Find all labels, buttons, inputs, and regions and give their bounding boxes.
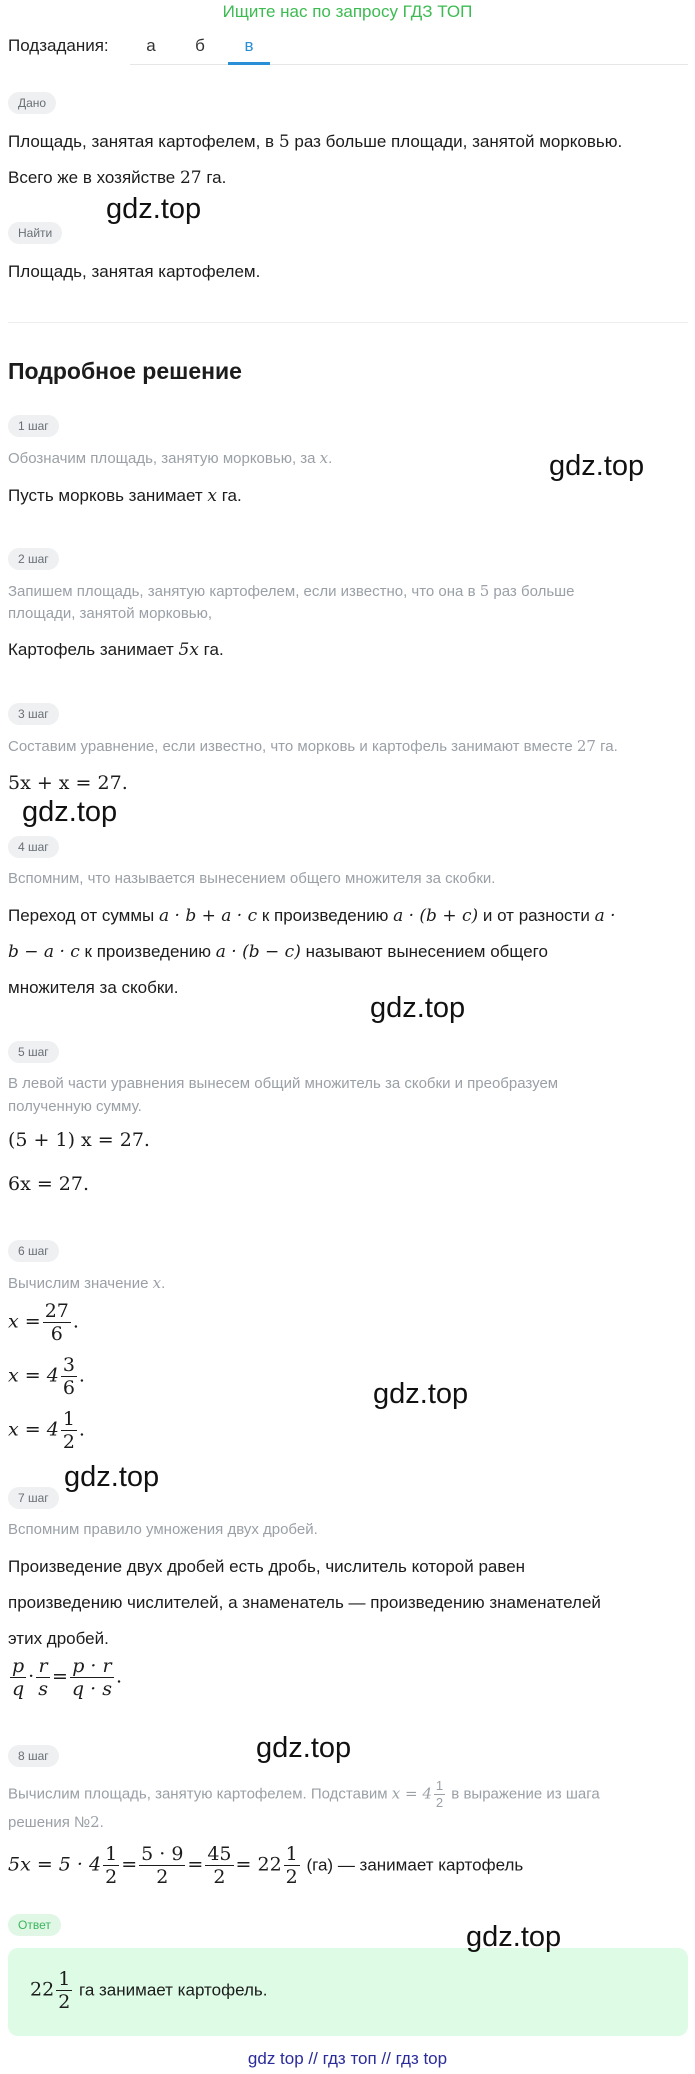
step-5-equation-1: (5 + 1) x = 27. [8,1129,150,1151]
step-5-hint-line-1: В левой части уравнения вынесем общий множитель за скобки и преобразуем [8,1075,559,1092]
step-6-equation-3: x = 4 $\frac{1}{2}$ . [8,1408,85,1453]
step-7-line-2: произведению числителей, а знаменатель — произведению знаменателей [8,1593,601,1612]
fraction: $\frac{5 \cdot 9}{2}$ [141,1843,184,1888]
footer-links[interactable]: gdz top // гдз топ // гдз top [247,2049,448,2068]
step-8-equation: 5x = 5 · 4 $\frac{1}{2}$ = $\frac{5 \cdot 9}{2}$ = $\frac{45}{2}$ = 22 $\frac{1}{2}$ (га) — занимает картофель [8,1843,524,1888]
given-line-2: Всего же в хозяйстве 27 га. [8,168,227,188]
watermark: gdz.top [22,796,118,828]
step-3-equation: 5x + x = 27. [8,772,128,794]
fraction: $\frac{1}{2}$ [285,1843,298,1888]
step-7-badge: 7 шаг [8,1487,59,1509]
step-1-text: Пусть морковь занимает x га. [8,486,242,506]
tabs-divider [130,64,688,65]
fraction: $\frac{45}{2}$ [207,1843,232,1888]
subtask-tab-v[interactable]: в [244,36,254,55]
find-text: Площадь, занятая картофелем. [8,262,261,281]
step-6-badge: 6 шаг [8,1240,59,1262]
step-2-badge: 2 шаг [8,548,59,570]
step-3-hint: Составим уравнение, если известно, что морковь и картофель занимают вместе 27 га. [8,737,618,755]
watermark: gdz.top [373,1378,469,1410]
watermark: gdz.top [106,193,202,225]
step-8-hint-line-1: Вычислим площадь, занятую картофелем. Подставим x = 4 $\frac{1}{2}$ в выражение из шага [8,1778,600,1810]
search-banner: Ищите нас по запросу ГДЗ ТОП [222,2,473,21]
answer-badge: Ответ [8,1914,61,1936]
step-6-equation-1: x = $\frac{27}{6}$ . [8,1300,79,1345]
step-2-text: Картофель занимает 5x га. [8,640,224,660]
step-7-hint: Вспомним правило умножения двух дробей. [8,1521,318,1538]
step-4-badge: 4 шаг [8,836,59,858]
section-divider [8,322,688,323]
step-3-badge: 3 шаг [8,703,59,725]
subtask-tab-a[interactable]: а [146,36,156,55]
fraction: $\frac{1}{2}$ [58,1968,71,2013]
find-badge: Найти [8,222,62,244]
active-tab-indicator [228,62,270,65]
step-4-line-3: множителя за скобки. [8,978,179,997]
given-badge: Дано [8,92,56,114]
step-8-hint-line-2: решения №2. [8,1813,104,1831]
step-4-line-2: b − a · c к произведению a · (b − c) называют вынесением общего [8,942,548,962]
subtask-tab-b[interactable]: б [195,36,205,55]
step-5-hint-line-2: полученную сумму. [8,1098,142,1115]
fraction: $\frac{r}{s}$ [38,1655,48,1700]
fraction: $\frac{1}{2}$ [435,1778,444,1810]
step-6-equation-2: x = 4 $\frac{3}{6}$ . [8,1354,85,1399]
fraction: $\frac{p}{q}$ [12,1655,25,1700]
step-2-hint-line-2: площади, занятой морковью, [8,605,213,622]
fraction: $\frac{1}{2}$ [62,1408,75,1453]
watermark: gdz.top [64,1461,160,1493]
step-4-hint: Вспомним, что называется вынесением общего множителя за скобки. [8,870,496,887]
fraction: $\frac{27}{6}$ [44,1300,69,1345]
subtasks-label: Подзадания: [8,36,109,55]
fraction: $\frac{3}{6}$ [62,1354,75,1399]
step-1-badge: 1 шаг [8,415,59,437]
watermark: gdz.top [256,1732,352,1764]
step-4-line-1: Переход от суммы a · b + a · c к произведению a · (b + c) и от разности a · [8,906,616,926]
step-5-equation-2: 6x = 27. [8,1173,90,1195]
fraction: $\frac{p \cdot r}{q \cdot s}$ [71,1655,112,1700]
fraction: $\frac{1}{2}$ [105,1843,118,1888]
given-line-1: Площадь, занятая картофелем, в 5 раз больше площади, занятой морковью. [8,132,623,152]
step-8-badge: 8 шаг [8,1745,59,1767]
step-5-badge: 5 шаг [8,1041,59,1063]
step-1-hint: Обозначим площадь, занятую морковью, за x. [8,449,333,467]
solution-title: Подробное решение [8,358,242,384]
answer-value: 22 $\frac{1}{2}$ га занимает картофель. [30,1968,268,2013]
step-7-formula: $\frac{p}{q}$ · $\frac{r}{s}$ = $\frac{p \cdot r}{q \cdot s}$ . [12,1655,122,1700]
watermark: gdz.top [370,992,466,1024]
watermark: gdz.top [549,450,645,482]
step-2-hint-line-1: Запишем площадь, занятую картофелем, если известно, что она в 5 раз больше [8,582,575,600]
step-7-line-1: Произведение двух дробей есть дробь, числитель которой равен [8,1557,526,1576]
step-6-hint: Вычислим значение x. [8,1274,166,1292]
step-7-line-3: этих дробей. [8,1629,109,1648]
watermark: gdz.top [466,1921,562,1953]
